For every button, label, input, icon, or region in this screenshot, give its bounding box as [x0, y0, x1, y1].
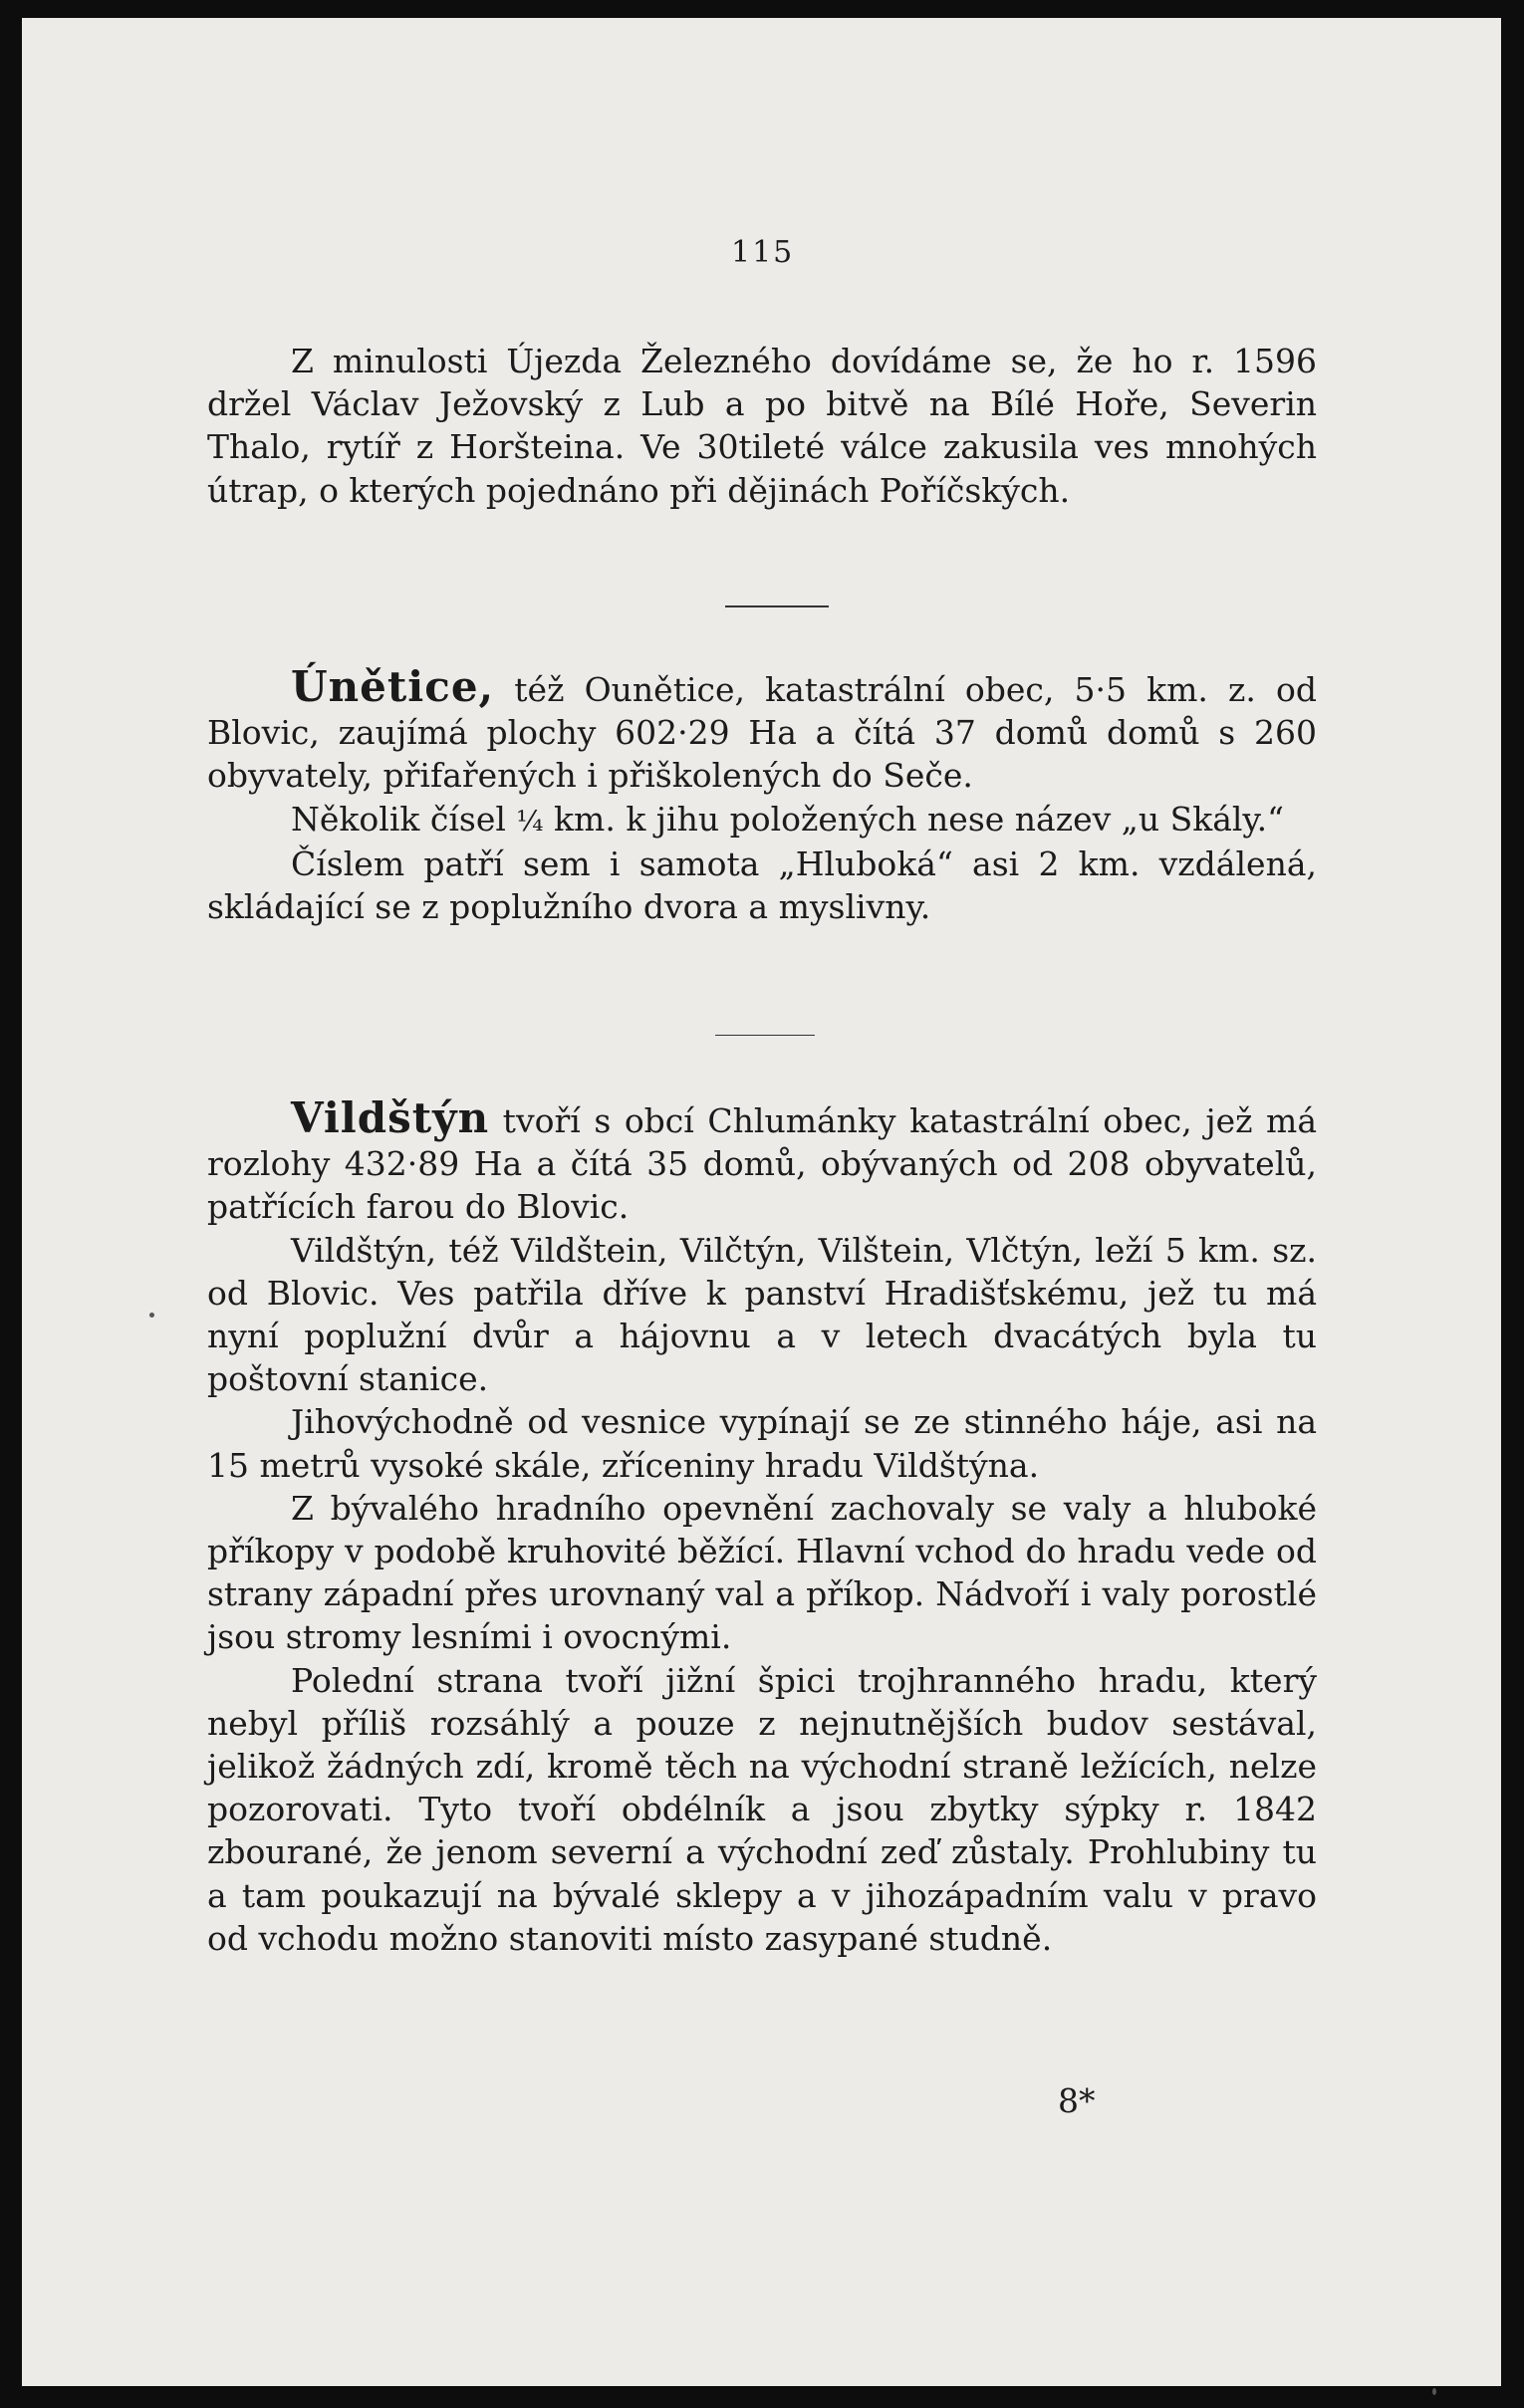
vildstyn-text-1: tvoří s obcí Chlumánky katastrální obec, jež má rozlohy 432·89 Ha a čítá 35 domů, obývaných od 208 obyvatelů, patřících farou do Blovic. [207, 1101, 1317, 1227]
vildstyn-paragraph-2: Vildštýn, též Vildštein, Vilčtýn, Vilštein, Vlčtýn, leží 5 km. sz. od Blovic. Ves patřila dříve k panství Hradišťskému, jež tu má nyní poplužní dvůr a hájovnu a v letech dvacátých byla tu poštovní stanice. [207, 1230, 1317, 1399]
unetice-text-1: též Ounětice, katastrální obec, 5·5 km. z. od Blovic, zaujímá plochy 602·29 Ha a čítá 37 domů domů s 260 obyvately, přifařených i přiškolených do Seče. [207, 670, 1317, 796]
page-number: 115 [731, 235, 795, 270]
sheet-signature-mark: 8* [1058, 2081, 1096, 2120]
section-divider [715, 1035, 815, 1036]
intro-section [207, 340, 1317, 512]
print-speck [149, 1313, 154, 1318]
intro-paragraph: Z minulosti Újezda Železného dovídáme se, že ho r. 1596 držel Václav Ježovský z Lub a po bitvě na Bílé Hoře, Severin Thalo, rytíř z Horšteina. Ve 30tileté válce zakusila ves mnohých útrap, o kterých pojednáno při dějinách Poříčských. [207, 342, 1317, 510]
unetice-section [207, 662, 1317, 928]
unetice-paragraph-1 [207, 662, 1317, 798]
section-divider [725, 605, 829, 607]
print-speck [1432, 2388, 1436, 2395]
vildstyn-paragraph-5: Polední strana tvoří jižní špici trojhranného hradu, který nebyl příliš rozsáhlý a pouze z nejnutnějších budov sestával, jelikož žádných zdí, kromě těch na východní straně ležících, nelze pozorovati. Tyto tvoří obdélník a jsou zbytky sýpky r. 1842 zbourané, že jenom severní a východní zeď zůstaly. Prohlubiny tu a tam poukazují na bývalé sklepy a v jihozápadním valu v pravo od vchodu možno stanoviti místo zasypané studně. [207, 1660, 1317, 1958]
vildstyn-paragraph-3: Jihovýchodně od vesnice vypínají se ze stinného háje, asi na 15 metrů vysoké skále, zříceniny hradu Vildštýna. [207, 1402, 1317, 1485]
unetice-text-2a: Několik čísel [291, 799, 506, 839]
vildstyn-paragraph-4: Z bývalého hradního opevnění zachovaly se valy a hluboké příkopy v podobě kruhovité běžící. Hlavní vchod do hradu vede od strany západní přes urovnaný val a příkop. Nádvoří i valy porostlé jsou stromy lesními i ovocnými. [207, 1488, 1317, 1657]
book-page [22, 18, 1501, 2386]
unetice-paragraph-3: Číslem patří sem i samota „Hluboká“ asi 2 km. vzdálená, skládající se z poplužního dvora a myslivny. [207, 843, 1317, 927]
unetice-title: Únětice, [291, 662, 495, 711]
vildstyn-title: Vildštýn [291, 1093, 490, 1142]
quarter-fraction: ¼ [516, 804, 544, 838]
unetice-text-2b: km. k jihu položených nese název „u Skály.“ [543, 799, 1285, 839]
vildstyn-paragraph-1 [207, 1093, 1317, 1229]
unetice-paragraph-2 [207, 798, 1317, 843]
vildstyn-section [207, 1093, 1317, 1960]
